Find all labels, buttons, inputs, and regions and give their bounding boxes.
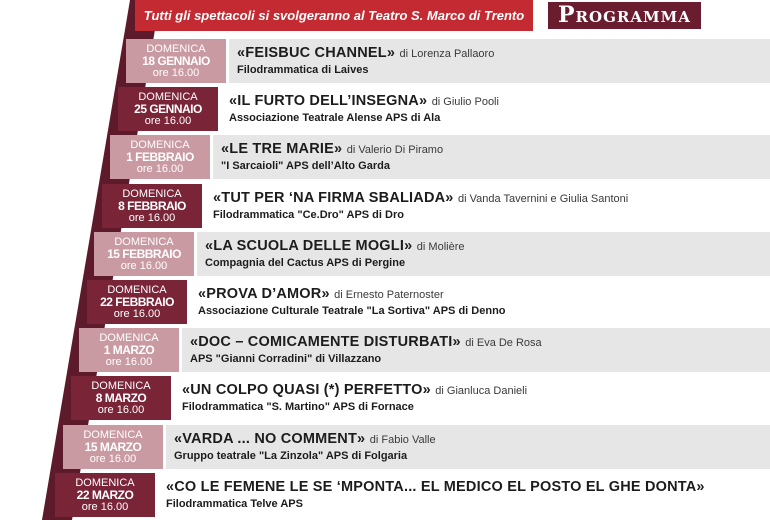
show-date-text: 1 MARZO — [103, 343, 155, 357]
program-title-box — [536, 0, 770, 31]
show-day: DOMENICA — [114, 236, 174, 248]
show-author: di Gianluca Danieli — [435, 385, 528, 397]
show-title: «CO LE FEMENE LE SE ‘MPONTA... EL MEDICO EL POSTO EL GHE DONTA» — [166, 479, 705, 495]
show-info — [174, 376, 770, 420]
show-date-text: 22 MARZO — [76, 488, 134, 502]
show-day: DOMENICA — [138, 91, 198, 103]
show-author: di Lorenza Pallaoro — [399, 48, 495, 60]
show-date — [102, 184, 202, 228]
show-day: DOMENICA — [83, 429, 143, 441]
show-date — [55, 473, 155, 517]
show-company: "I Sarcaioli" APS dell’Alto Garda — [221, 160, 390, 172]
show-time: ore 16.00 — [97, 404, 145, 416]
show-title-line — [174, 430, 436, 448]
show-row — [79, 328, 770, 372]
show-time: ore 16.00 — [81, 501, 129, 513]
show-date-text: 22 FEBBRAIO — [100, 295, 174, 309]
show-day: DOMENICA — [130, 139, 190, 151]
show-time: ore 16.00 — [113, 308, 161, 320]
show-company: Gruppo teatrale "La Zinzola" APS di Folgaria — [174, 450, 408, 462]
show-author: di Ernesto Paternoster — [334, 289, 444, 301]
show-date-text: 25 GENNAIO — [134, 102, 202, 116]
show-company: Compagnia del Cactus APS di Pergine — [205, 257, 406, 269]
show-row — [94, 232, 770, 276]
show-title: «LE TRE MARIE» — [221, 141, 343, 157]
show-info — [190, 280, 770, 324]
show-row — [110, 135, 770, 179]
show-author: di Eva De Rosa — [465, 337, 542, 349]
show-title-line — [166, 478, 705, 496]
show-date-text: 1 FEBBRAIO — [126, 150, 194, 164]
show-title: «UN COLPO QUASI (*) PERFETTO» — [182, 382, 431, 398]
show-time: ore 16.00 — [120, 260, 168, 272]
show-company: Filodrammatica Telve APS — [166, 498, 303, 510]
show-time: ore 16.00 — [105, 356, 153, 368]
show-time: ore 16.00 — [144, 115, 192, 127]
show-info — [229, 39, 770, 83]
show-company: Filodrammatica "Ce.Dro" APS di Dro — [213, 209, 404, 221]
show-author: di Valerio Di Piramo — [346, 144, 444, 156]
show-date — [118, 87, 218, 131]
show-title-line — [205, 237, 464, 255]
show-title-line — [213, 189, 628, 207]
show-title: «IL FURTO DELL’INSEGNA» — [229, 93, 428, 109]
show-date — [110, 135, 210, 179]
show-company: APS "Gianni Corradini" di Villazzano — [190, 353, 382, 365]
show-row — [102, 184, 770, 228]
show-info — [213, 135, 770, 179]
show-day: DOMENICA — [107, 284, 167, 296]
show-date-text: 15 MARZO — [84, 440, 142, 454]
show-title-line — [221, 140, 443, 158]
show-date — [87, 280, 187, 324]
show-row — [63, 425, 770, 469]
show-date — [79, 328, 179, 372]
show-date — [63, 425, 163, 469]
show-company: Associazione Teatrale Alense APS di Ala — [229, 112, 441, 124]
show-info — [166, 425, 770, 469]
show-row — [118, 87, 770, 131]
show-row — [87, 280, 770, 324]
show-info — [197, 232, 770, 276]
show-row — [55, 473, 770, 517]
show-author: di Molière — [416, 241, 465, 253]
show-title: «FEISBUC CHANNEL» — [237, 45, 396, 61]
program-title: Programma — [548, 2, 701, 29]
show-company: Filodrammatica "S. Martino" APS di Fornace — [182, 401, 414, 413]
show-date — [71, 376, 171, 420]
show-title-line — [198, 285, 444, 303]
show-company: Associazione Culturale Teatrale "La Sortiva" APS di Denno — [198, 305, 506, 317]
show-title-line — [237, 44, 494, 62]
venue-banner-text: Tutti gli spettacoli si svolgeranno al Teatro S. Marco di Trento — [143, 8, 525, 23]
show-row — [71, 376, 770, 420]
show-company: Filodrammatica di Laives — [237, 64, 369, 76]
show-title: «DOC – COMICAMENTE DISTURBATI» — [190, 334, 461, 350]
show-title-line — [229, 92, 499, 110]
show-day: DOMENICA — [99, 332, 159, 344]
show-title: «LA SCUOLA DELLE MOGLI» — [205, 238, 413, 254]
show-time: ore 16.00 — [89, 453, 137, 465]
venue-banner — [135, 0, 533, 31]
show-author: di Vanda Tavernini e Giulia Santoni — [458, 193, 629, 205]
show-time: ore 16.00 — [128, 212, 176, 224]
show-author: di Giulio Pooli — [431, 96, 499, 108]
show-date-text: 15 FEBBRAIO — [107, 247, 181, 261]
show-title-line — [182, 381, 527, 399]
show-day: DOMENICA — [91, 380, 151, 392]
show-info — [205, 184, 770, 228]
show-time: ore 16.00 — [152, 67, 200, 79]
show-date — [126, 39, 226, 83]
show-time: ore 16.00 — [136, 163, 184, 175]
show-date — [94, 232, 194, 276]
show-title: «PROVA D’AMOR» — [198, 286, 330, 302]
show-info — [158, 473, 770, 517]
show-info — [221, 87, 770, 131]
show-day: DOMENICA — [146, 43, 206, 55]
show-info — [182, 328, 770, 372]
show-title-line — [190, 333, 542, 351]
show-date-text: 18 GENNAIO — [142, 54, 210, 68]
show-date-text: 8 FEBBRAIO — [118, 199, 186, 213]
show-author: di Fabio Valle — [369, 434, 436, 446]
show-date-text: 8 MARZO — [95, 391, 147, 405]
show-day: DOMENICA — [75, 477, 135, 489]
show-row — [126, 39, 770, 83]
show-title: «TUT PER ‘NA FIRMA SBALIADA» — [213, 190, 454, 206]
show-title: «VARDA ... NO COMMENT» — [174, 431, 366, 447]
show-day: DOMENICA — [122, 188, 182, 200]
